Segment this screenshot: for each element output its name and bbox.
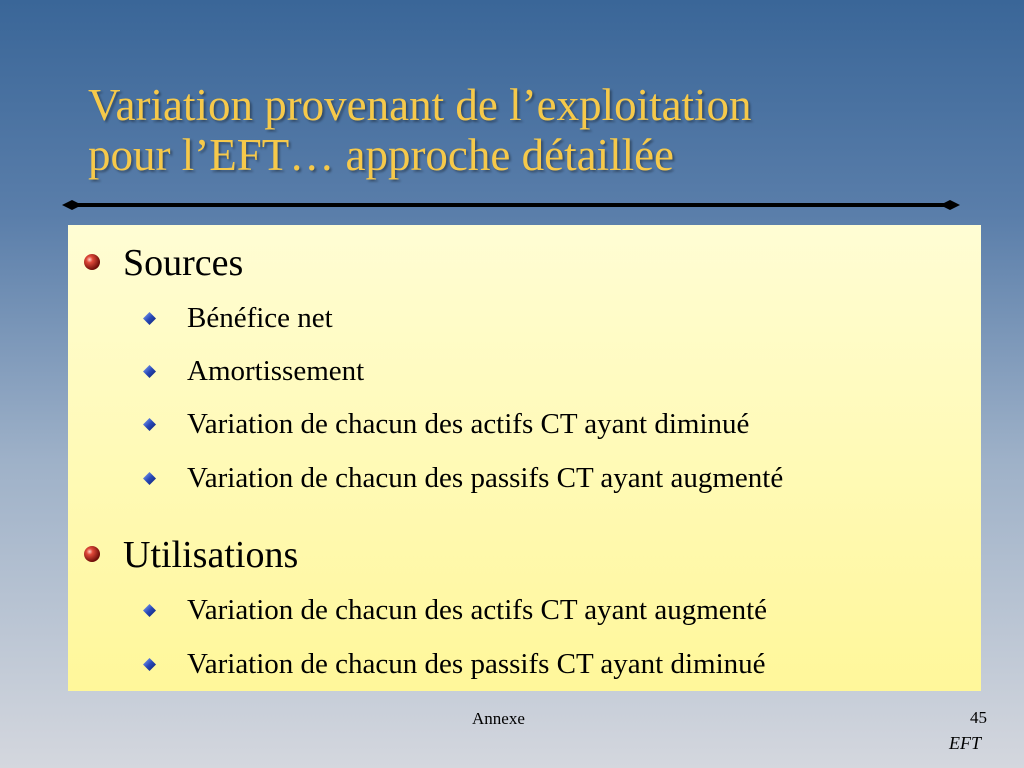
red-sphere-icon [83, 545, 101, 563]
bullet-content-box [68, 225, 981, 691]
slide-title-line-1: Variation provenant de l’exploitation [88, 80, 752, 130]
footer-tag: EFT [948, 733, 981, 753]
sub-bullet-label: Variation de chacun des actifs CT ayant diminué [187, 408, 750, 440]
blue-diamond-icon [143, 472, 156, 485]
slide-number: 45 [970, 708, 987, 727]
slide-title [88, 80, 752, 180]
sub-bullet-label: Amortissement [187, 355, 365, 387]
blue-diamond-icon [143, 604, 156, 617]
sub-bullet-label: Variation de chacun des actifs CT ayant augmenté [187, 594, 768, 626]
footer-center-text: Annexe [472, 709, 525, 728]
blue-diamond-icon [143, 365, 156, 378]
divider-right-diamond-icon [940, 200, 960, 210]
bullet-utilisations-label: Utilisations [123, 534, 299, 576]
sub-bullet-label: Variation de chacun des passifs CT ayant augmenté [187, 462, 784, 494]
sub-bullet-label: Bénéfice net [187, 302, 333, 334]
blue-diamond-icon [143, 418, 156, 431]
slide-title-line-2: pour l’EFT… approche détaillée [88, 130, 675, 180]
bullet-sources-label: Sources [123, 242, 244, 284]
blue-diamond-icon [143, 312, 156, 325]
title-divider-rule [62, 200, 960, 210]
red-sphere-icon [83, 253, 101, 271]
blue-diamond-icon [143, 658, 156, 671]
sub-bullet-label: Variation de chacun des passifs CT ayant diminué [187, 648, 766, 680]
divider-line [72, 203, 950, 207]
